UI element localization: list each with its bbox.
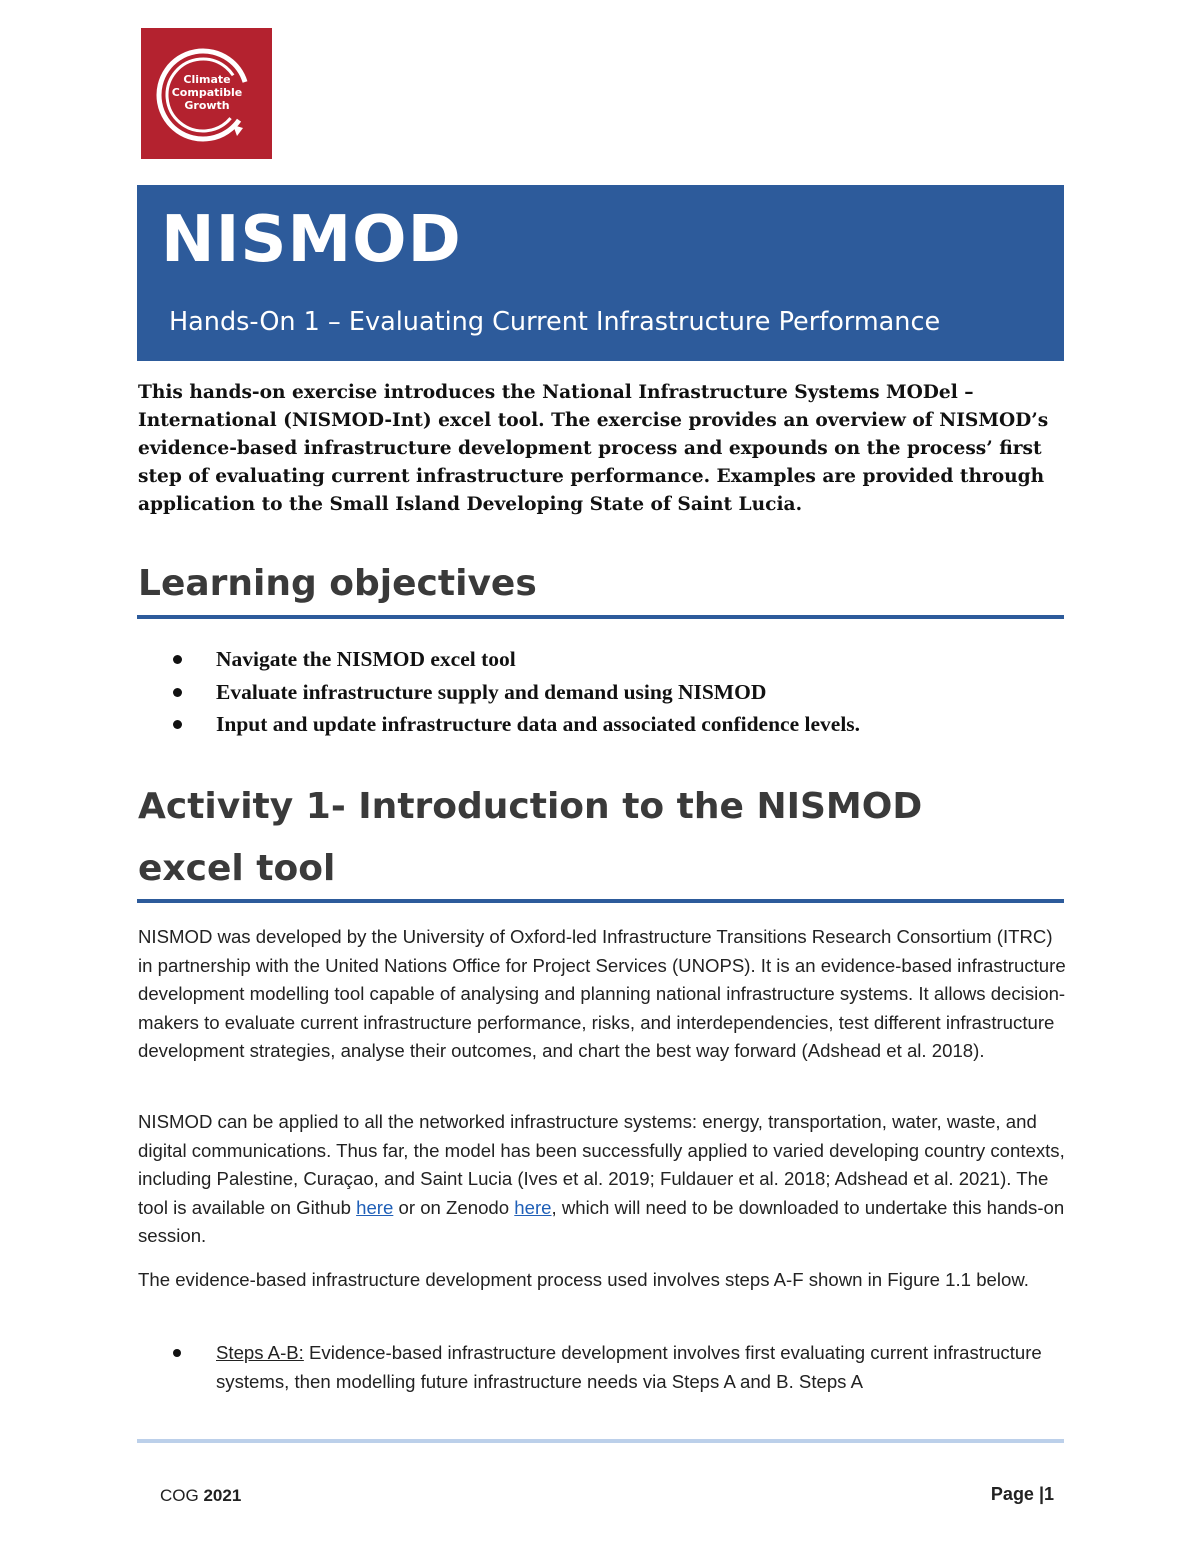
title-banner bbox=[137, 185, 1064, 361]
learning-objectives-heading: Learning objectives bbox=[138, 563, 537, 604]
heading-divider bbox=[137, 899, 1064, 903]
list-item bbox=[170, 676, 860, 709]
bullet-icon bbox=[173, 1349, 181, 1357]
list-item bbox=[170, 643, 860, 676]
document-title: NISMOD bbox=[161, 203, 462, 277]
body-paragraph: NISMOD was developed by the University of Oxford-led Infrastructure Transitions Research Consortium (ITRC) in partnership with the United Nations Office for Project Services (UNOPS). It is an evidence-based infrastructure development modelling tool capable of analysing and planning national infrastructure systems. It allows decision-makers to evaluate current infrastructure performance, risks, and interdependencies, test different infrastructure development strategies, analyse their outcomes, and chart the best way forward (Adshead et al. 2018). bbox=[138, 926, 1066, 1061]
objective-text: Navigate the NISMOD excel tool bbox=[216, 647, 516, 671]
paragraph-text: , which will need to be downloaded to undertake this hands-on session. bbox=[138, 1196, 1065, 1246]
zenodo-link[interactable]: here bbox=[514, 1196, 552, 1218]
list-item bbox=[170, 708, 860, 741]
paragraph-text: or on Zenodo bbox=[393, 1196, 515, 1218]
body-paragraph: The evidence-based infrastructure development process used involves steps A-F shown in Figure 1.1 below. bbox=[138, 1269, 1029, 1290]
logo-text-line-1: Climate bbox=[183, 73, 231, 86]
bullet-icon bbox=[173, 720, 182, 729]
heading-divider bbox=[137, 615, 1064, 619]
footer-org-name: COG bbox=[160, 1486, 199, 1505]
page-number bbox=[991, 1484, 1054, 1505]
step-label: Steps A-B: bbox=[216, 1342, 304, 1363]
step-description: Evidence-based infrastructure development involves first evaluating current infrastructure systems, then modelling future infrastructure needs via Steps A and B. Steps A bbox=[216, 1342, 1042, 1392]
bullet-icon bbox=[173, 655, 182, 664]
footer-divider bbox=[137, 1439, 1064, 1443]
github-link[interactable]: here bbox=[356, 1196, 394, 1218]
page-number-value: 1 bbox=[1043, 1484, 1054, 1504]
logo-circle-arrow-icon bbox=[141, 28, 272, 159]
footer-org bbox=[160, 1486, 241, 1506]
logo-text-line-2: Compatible bbox=[171, 86, 243, 99]
learning-objectives-list bbox=[170, 643, 860, 741]
steps-list-item bbox=[170, 1339, 1050, 1396]
document-subtitle: Hands-On 1 – Evaluating Current Infrastructure Performance bbox=[169, 307, 941, 337]
objective-text: Evaluate infrastructure supply and demand using NISMOD bbox=[216, 679, 767, 704]
objective-text: Input and update infrastructure data and associated confidence levels. bbox=[216, 712, 861, 736]
bullet-icon bbox=[173, 688, 182, 697]
step-text bbox=[170, 1339, 1050, 1396]
climate-compatible-growth-logo bbox=[141, 28, 272, 159]
page-label: Page | bbox=[990, 1484, 1044, 1504]
paragraph-text: NISMOD can be applied to all the networked infrastructure systems: energy, transportation, water, waste, and digital communications. Thus far, the model has been successfully applied to varied developing country contexts, including Palestine, Curaçao, and Saint Lucia (Ives et al. 2019; Fuldauer et al. 2018; Adshead et al. 2021). The tool is available on Github bbox=[138, 1111, 1065, 1218]
intro-paragraph: This hands-on exercise introduces the National Infrastructure Systems MODel – International (NISMOD-Int) excel tool. The exercise provides an overview of NISMOD’s evidence-based infrastructure development process and expounds on the process’ first step of evaluating current infrastructure performance. Examples are provided through application to the Small Island Developing State of Saint Lucia. bbox=[138, 382, 1049, 515]
footer-year: 2021 bbox=[203, 1486, 242, 1505]
body-paragraph bbox=[138, 1108, 1068, 1251]
activity-1-heading: Activity 1- Introduction to the NISMOD excel tool bbox=[138, 786, 923, 889]
logo-text-line-3: Growth bbox=[184, 99, 230, 112]
